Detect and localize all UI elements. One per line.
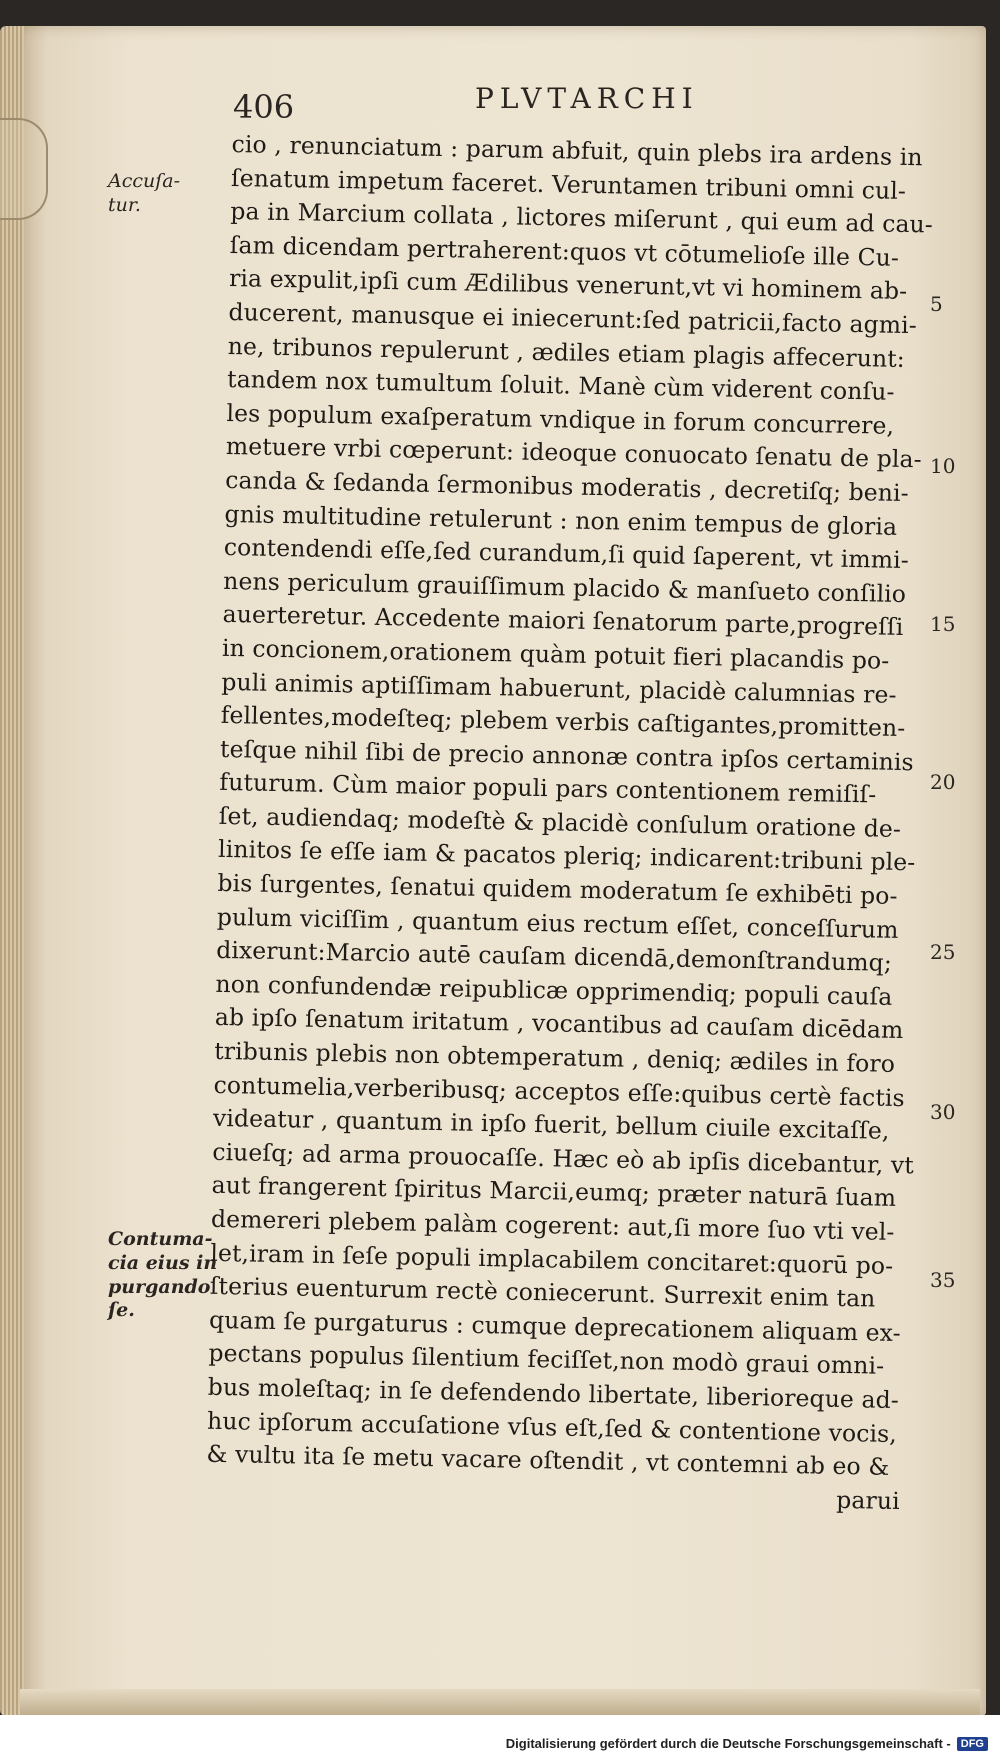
text-line: canda & ſedanda ſermonibus moderatis , decretiſq; beni- xyxy=(224,465,909,507)
text-line: ſam dicendam pertraherent:quos vt cōtumelioſe ille Cu- xyxy=(229,230,900,272)
text-line: auerteretur. Accedente maiori ſenatorum parte,progreſſi xyxy=(222,600,904,642)
line-number: 10 xyxy=(930,454,956,478)
text-line: dixerunt:Marcio autē cauſam dicendā,demonſtrandumq; xyxy=(215,936,893,978)
marginal-note-text: Contuma- cia eius in purgando ſe. xyxy=(108,1228,218,1322)
text-line: huc ipſorum accuſatione vſus eſt,ſed & contentione vocis, xyxy=(206,1406,898,1448)
text-line: ſenatum impetum faceret. Veruntamen tribuni omni cul- xyxy=(230,163,907,205)
line-number: 35 xyxy=(930,1268,956,1292)
line-number: 25 xyxy=(930,940,956,964)
line-number: 20 xyxy=(930,770,956,794)
book-bottom-edge xyxy=(20,1689,980,1715)
text-line: futurum. Cùm maior populi pars contentionem remiſiſ- xyxy=(219,768,877,809)
catchword: parui xyxy=(836,1485,901,1515)
text-line: bus moleſtaq; in ſe defendendo libertate, liberioreque ad- xyxy=(207,1372,900,1415)
text-line: ſet, audiendaq; modeſtè & placidè conſulum oratione de- xyxy=(218,801,902,843)
text-line: ria expulit,ipſi cum Ædilibus venerunt,vt vi hominem ab- xyxy=(228,264,908,306)
text-line: in concionem,orationem quàm potuit fieri placandis po- xyxy=(221,633,890,675)
main-text-block xyxy=(206,128,932,1519)
text-line: bis ſurgentes, ſenatui quidem moderatum ſe exhibēti po- xyxy=(217,868,898,910)
credit-text: Digitalisierung gefördert durch die Deutsche Forschungsgemeinschaft - xyxy=(505,1736,951,1751)
text-line: quam ſe purgaturus : cumque deprecationem aliquam ex- xyxy=(208,1305,901,1347)
text-line: teſque nihil ſibi de precio annonæ contra ipſos certaminis xyxy=(219,734,914,776)
page-number: 406 xyxy=(233,88,295,126)
text-line: demereri plebem palàm cogerent: aut,ſi more ſuo vti vel- xyxy=(210,1204,895,1246)
line-number: 15 xyxy=(930,612,956,636)
page-fore-edge xyxy=(0,26,24,1716)
text-line: non confundendæ reipublicæ opprimendiq; populi cauſa xyxy=(215,969,893,1011)
text-line: tandem nox tumultum ſoluit. Manè cùm viderent conſu- xyxy=(226,365,895,406)
page-tab-marker xyxy=(0,118,48,220)
digitization-credit xyxy=(506,1736,988,1751)
text-line: videatur , quantum in ipſo fuerit, bellum ciuile excitaſſe, xyxy=(212,1104,890,1146)
text-line: les populum exaſperatum vndique in forum concurrere, xyxy=(226,398,895,440)
text-line: fellentes,modeſteq; plebem verbis caſtigantes,promitten- xyxy=(220,700,906,743)
text-line: cio , renunciatum : parum abfuit, quin plebs ira ardens in xyxy=(231,129,923,172)
text-line: puli animis aptiſſimam habuerunt, placidè calumnias re- xyxy=(221,667,897,709)
text-line: gnis multitudine retulerunt : non enim tempus de gloria xyxy=(224,499,898,541)
line-number: 5 xyxy=(930,292,943,316)
text-line: metuere vrbi cœperunt: ideoque conuocato ſenatu de pla- xyxy=(225,432,922,474)
dfg-logo: DFG xyxy=(957,1737,988,1751)
text-line: & vultu ita ſe metu vacare oſtendit , vt contemni ab eo & xyxy=(206,1439,890,1482)
text-line: nens periculum grauiſſimum placido & manſueto conſilio xyxy=(223,566,907,608)
text-line: contumelia,verberibusq; acceptos eſſe:quibus certè factis xyxy=(213,1070,905,1112)
text-line: pectans populus ſilentium feciſſet,non modò graui omni- xyxy=(208,1339,885,1381)
text-line: pulum viciſſim , quantum eius rectum eſſet, conceſſurum xyxy=(216,902,899,944)
text-line: ducerent, manusque ei iniecerunt:ſed patricii,facto agmi- xyxy=(228,297,918,340)
marginal-note-text: Accuſa- tur. xyxy=(108,170,181,216)
line-number: 30 xyxy=(930,1100,956,1124)
text-line: ne, tribunos repulerunt , ædiles etiam plagis affecerunt: xyxy=(227,331,906,373)
text-line: ab ipſo ſenatum iritatum , vocantibus ad cauſam dicēdam xyxy=(214,1003,904,1045)
text-line: pa in Marcium collata , lictores miſerunt , qui eum ad cau- xyxy=(230,197,934,239)
text-line: contendendi eſſe,ſed curandum,ſi quid ſaperent, vt immi- xyxy=(223,533,910,575)
text-line: let,iram in ſeſe populi implacabilem concitaret:quorū po- xyxy=(210,1238,894,1280)
running-head: PLVTARCHI xyxy=(475,82,699,115)
text-line: ciueſq; ad arma prouocaſſe. Hæc eò ab ipſis dicebantur, vt xyxy=(212,1137,915,1180)
text-line: tribunis plebis non obtemperatum , deniq; ædiles in foro xyxy=(214,1036,896,1078)
text-line: ſterius euenturum rectè coniecerunt. Surrexit enim tan xyxy=(209,1271,876,1313)
text-line: aut frangerent ſpiritus Marcii,eumq; præter naturā ſuam xyxy=(211,1171,897,1213)
marginal-note-accusatur xyxy=(108,170,180,218)
text-line: linitos ſe eſſe iam & pacatos pleriq; indicarent:tribuni ple- xyxy=(217,835,916,877)
marginal-note-contumacia xyxy=(108,1228,217,1323)
